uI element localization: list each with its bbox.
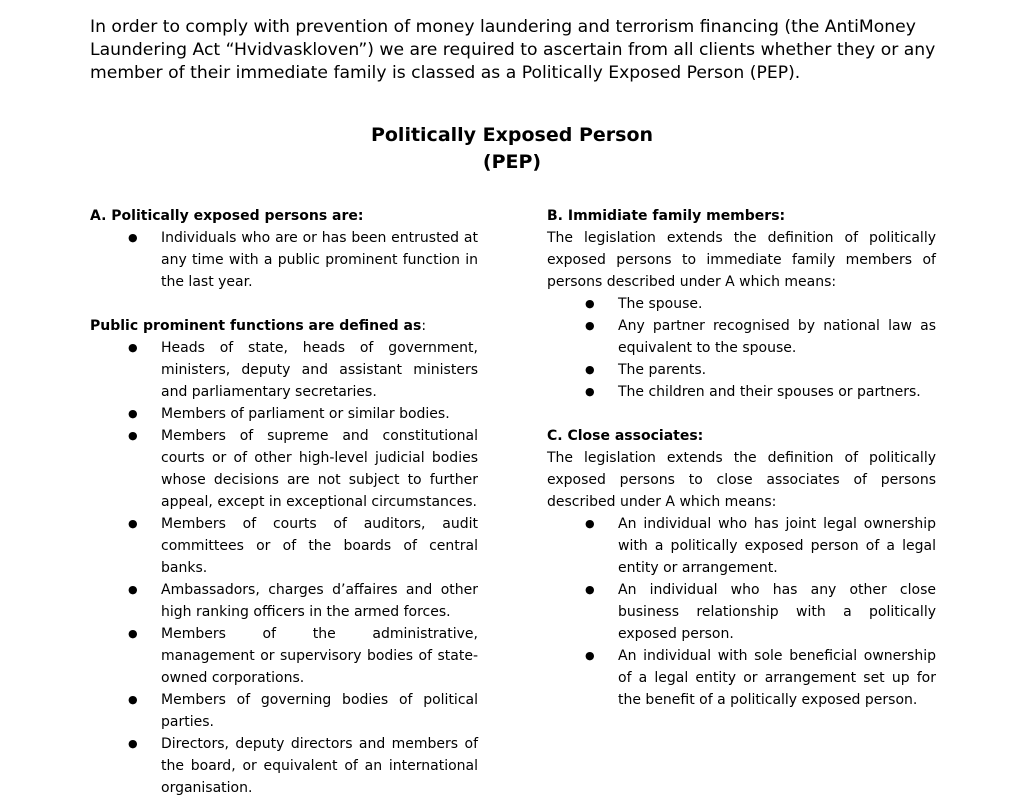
bullet-icon: ●	[128, 407, 138, 420]
bullet-icon: ●	[585, 319, 595, 332]
bullet-icon: ●	[128, 737, 138, 750]
section-c-list	[547, 513, 936, 711]
list-item	[90, 733, 478, 799]
bullet-icon: ●	[585, 649, 595, 662]
list-item-text: An individual who has joint legal ownership with a politically exposed person of a legal entity or arrangement.	[618, 516, 936, 576]
list-item-text: Members of parliament or similar bodies.	[161, 406, 450, 422]
section-c-heading: C. Close associates:	[547, 428, 704, 444]
list-item	[547, 579, 936, 645]
public-functions-heading-text: Public prominent functions are defined as	[90, 318, 422, 334]
public-functions-heading-colon: :	[421, 318, 427, 334]
list-item	[547, 359, 936, 381]
list-item-text: The spouse.	[618, 296, 703, 312]
list-item-text: Any partner recognised by national law as equivalent to the spouse.	[618, 318, 936, 356]
public-functions-list	[90, 337, 478, 799]
page-title: Politically Exposed Person	[370, 124, 654, 146]
list-item	[90, 513, 478, 579]
list-item-text: Individuals who are or has been entrusted at any time with a public prominent function in the last year.	[161, 230, 478, 290]
list-item	[90, 689, 478, 733]
list-item	[90, 337, 478, 403]
list-item-text: The children and their spouses or partners.	[618, 384, 921, 400]
bullet-icon: ●	[128, 231, 138, 244]
list-item	[547, 381, 936, 403]
intro-paragraph: In order to comply with prevention of money laundering and terrorism financing (the AntiMoney Laundering Act “Hvidvaskloven”) we are required to ascertain from all clients whether they or any member of their immediate family is classed as a Politically Exposed Person (PEP).	[90, 17, 936, 83]
bullet-icon: ●	[128, 583, 138, 596]
section-a-list	[90, 227, 478, 293]
bullet-icon: ●	[585, 583, 595, 596]
section-c-text: The legislation extends the definition of politically exposed persons to close associates of persons described under A which means:	[547, 450, 936, 510]
spacer	[90, 293, 478, 315]
section-b-text: The legislation extends the definition of politically exposed persons to immediate family members of persons described under A which means:	[547, 230, 936, 290]
list-item	[90, 579, 478, 623]
list-item-text: The parents.	[618, 362, 707, 378]
bullet-icon: ●	[128, 429, 138, 442]
bullet-icon: ●	[128, 693, 138, 706]
list-item	[547, 513, 936, 579]
list-item-text: Members of governing bodies of political parties.	[161, 692, 478, 730]
bullet-icon: ●	[128, 627, 138, 640]
list-item-text: Members of supreme and constitutional courts or of other high-level judicial bodies whose decisions are not subject to further appeal, except in exceptional circumstances.	[161, 428, 478, 510]
section-a-heading: A. Politically exposed persons are:	[90, 208, 364, 224]
bullet-icon: ●	[585, 297, 595, 310]
list-item-text: Ambassadors, charges d’affaires and other high ranking officers in the armed forces.	[161, 582, 478, 620]
list-item	[90, 623, 478, 689]
bullet-icon: ●	[128, 517, 138, 530]
list-item-text: An individual with sole beneficial ownership of a legal entity or arrangement set up for the benefit of a politically exposed person.	[618, 648, 936, 708]
bullet-icon: ●	[585, 517, 595, 530]
list-item	[90, 403, 478, 425]
bullet-icon: ●	[585, 385, 595, 398]
section-b-list	[547, 293, 936, 403]
right-column	[547, 205, 936, 711]
list-item	[547, 315, 936, 359]
page-subtitle: (PEP)	[482, 151, 542, 173]
list-item	[547, 645, 936, 711]
list-item-text: Directors, deputy directors and members of the board, or equivalent of an international organisation.	[161, 736, 478, 796]
list-item-text: Members of the administrative, management or supervisory bodies of state-owned corporations.	[161, 626, 478, 686]
bullet-icon: ●	[585, 363, 595, 376]
list-item	[547, 293, 936, 315]
spacer	[547, 403, 936, 425]
list-item	[90, 227, 478, 293]
public-functions-heading	[90, 315, 478, 337]
left-column	[90, 205, 478, 799]
list-item-text: Members of courts of auditors, audit committees or of the boards of central banks.	[161, 516, 478, 576]
list-item-text: Heads of state, heads of government, ministers, deputy and assistant ministers and parliamentary secretaries.	[161, 340, 478, 400]
list-item-text: An individual who has any other close business relationship with a politically exposed person.	[618, 582, 936, 642]
section-b-heading: B. Immidiate family members:	[547, 208, 786, 224]
list-item	[90, 425, 478, 513]
bullet-icon: ●	[128, 341, 138, 354]
